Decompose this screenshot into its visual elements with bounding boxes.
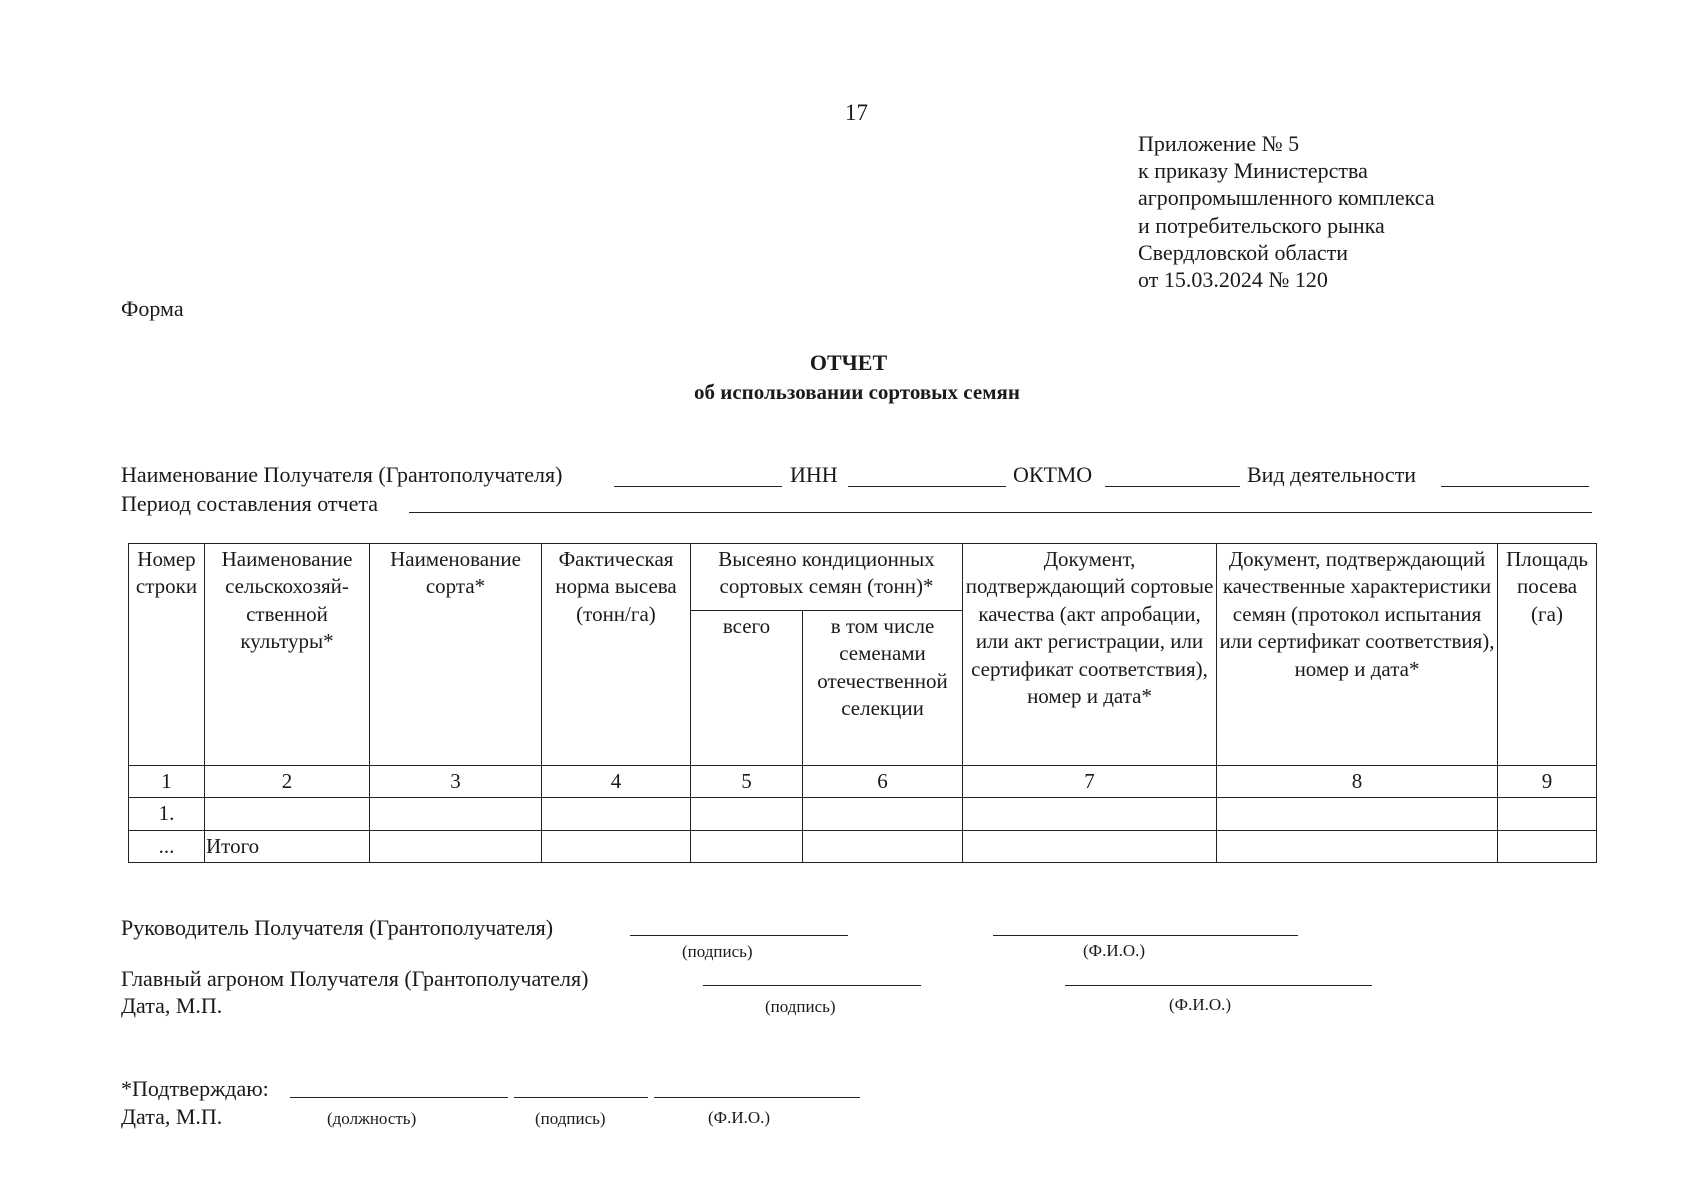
header-seeds-sown-group: Высеяно кондиционных сортовых семян (тонн)* [691, 544, 963, 611]
agronomist-fio-caption: (Ф.И.О.) [1169, 995, 1232, 1014]
column-number: 7 [963, 766, 1217, 798]
table-cell[interactable] [1217, 798, 1498, 830]
appendix-line: Приложение № 5 [1138, 131, 1300, 156]
confirmation-signature-blank[interactable] [514, 1097, 648, 1098]
date-mp-label: Дата, М.П. [121, 993, 223, 1018]
table-cell[interactable] [370, 798, 542, 830]
activity-blank[interactable] [1441, 486, 1589, 487]
confirmation-fio-caption: (Ф.И.О.) [708, 1108, 771, 1127]
appendix-line: и потребительского рынка [1138, 212, 1385, 238]
header-row [129, 544, 1597, 611]
table-cell: ... [129, 830, 205, 862]
table-row [129, 798, 1597, 830]
table-cell[interactable] [963, 830, 1217, 862]
appendix-block [1138, 130, 1435, 293]
oktmo-label: ОКТМО [1013, 462, 1093, 487]
column-number: 8 [1217, 766, 1498, 798]
column-number: 5 [691, 766, 803, 798]
header-quality-document: Документ, подтверждающий качественные характеристики семян (протокол испытания или сертификат соответствия), номер и дата* [1217, 544, 1498, 766]
page-number: 17 [845, 100, 868, 125]
head-fio-caption: (Ф.И.О.) [1083, 941, 1146, 960]
period-label: Период составления отчета [121, 491, 379, 516]
confirmation-label: *Подтверждаю: [121, 1076, 269, 1101]
column-number: 2 [205, 766, 370, 798]
header-variety-document: Документ, подтверждающий сортовые качества (акт апробации, или акт регистрации, или сертификат соответствия), номер и дата* [963, 544, 1217, 766]
confirmation-position-caption: (должность) [327, 1109, 417, 1128]
header-variety-name: Наименование сорта* [370, 544, 542, 766]
table-cell[interactable] [1498, 798, 1597, 830]
confirmation-signature-caption: (подпись) [535, 1109, 606, 1128]
table-cell[interactable] [542, 798, 691, 830]
header-sown-area: Площадь посева (га) [1498, 544, 1597, 766]
form-label: Форма [121, 296, 184, 321]
column-number: 4 [542, 766, 691, 798]
report-subtitle: об использовании сортовых семян [694, 380, 1020, 404]
column-number: 6 [803, 766, 963, 798]
table-cell[interactable] [803, 830, 963, 862]
column-number: 9 [1498, 766, 1597, 798]
table-cell: 1. [129, 798, 205, 830]
confirmation-position-blank[interactable] [290, 1097, 508, 1098]
oktmo-blank[interactable] [1105, 486, 1240, 487]
agronomist-fio-blank[interactable] [1065, 985, 1372, 986]
header-row-number: Номер строки [129, 544, 205, 766]
table-cell[interactable] [1498, 830, 1597, 862]
table-cell[interactable] [542, 830, 691, 862]
appendix-line: агропромышленного комплекса [1138, 185, 1435, 211]
recipient-name-blank[interactable] [614, 486, 782, 487]
period-blank[interactable] [409, 512, 1592, 513]
appendix-line: к приказу Министерства [1138, 158, 1368, 184]
table-cell[interactable] [691, 798, 803, 830]
head-signature-blank[interactable] [630, 935, 848, 936]
table-cell[interactable] [1217, 830, 1498, 862]
head-fio-blank[interactable] [993, 935, 1298, 936]
appendix-line: от 15.03.2024 № 120 [1138, 267, 1328, 293]
inn-label: ИНН [790, 462, 838, 487]
table-cell[interactable] [205, 798, 370, 830]
table-total-row [129, 830, 1597, 862]
column-number: 3 [370, 766, 542, 798]
agronomist-signature-blank[interactable] [703, 985, 921, 986]
recipient-name-label: Наименование Получателя (Грантополучателя) [121, 462, 563, 487]
confirmation-fio-blank[interactable] [654, 1097, 860, 1098]
column-number: 1 [129, 766, 205, 798]
header-total: всего [691, 611, 803, 766]
table-cell[interactable] [963, 798, 1217, 830]
confirmation-date-mp: Дата, М.П. [121, 1104, 223, 1129]
header-crop-name: Наименование сельскохозяй-ственной культуры* [205, 544, 370, 766]
report-title: ОТЧЕТ [809, 350, 888, 375]
table-cell-total-label: Итого [205, 830, 370, 862]
agronomist-signature-caption: (подпись) [765, 997, 836, 1016]
activity-label: Вид деятельности [1247, 462, 1417, 487]
agronomist-label: Главный агроном Получателя (Грантополучателя) [121, 966, 589, 991]
appendix-line: Свердловской области [1138, 239, 1348, 265]
column-number-row [129, 766, 1597, 798]
report-table [128, 543, 1597, 863]
head-signatory-label: Руководитель Получателя (Грантополучателя) [121, 915, 554, 940]
header-seeding-rate: Фактическая норма высева (тонн/га) [542, 544, 691, 766]
header-domestic-selection: в том числе семенами отечественной селекции [803, 611, 963, 766]
table-cell[interactable] [691, 830, 803, 862]
inn-blank[interactable] [848, 486, 1006, 487]
table-cell[interactable] [370, 830, 542, 862]
table-cell[interactable] [803, 798, 963, 830]
head-signature-caption: (подпись) [682, 942, 753, 961]
